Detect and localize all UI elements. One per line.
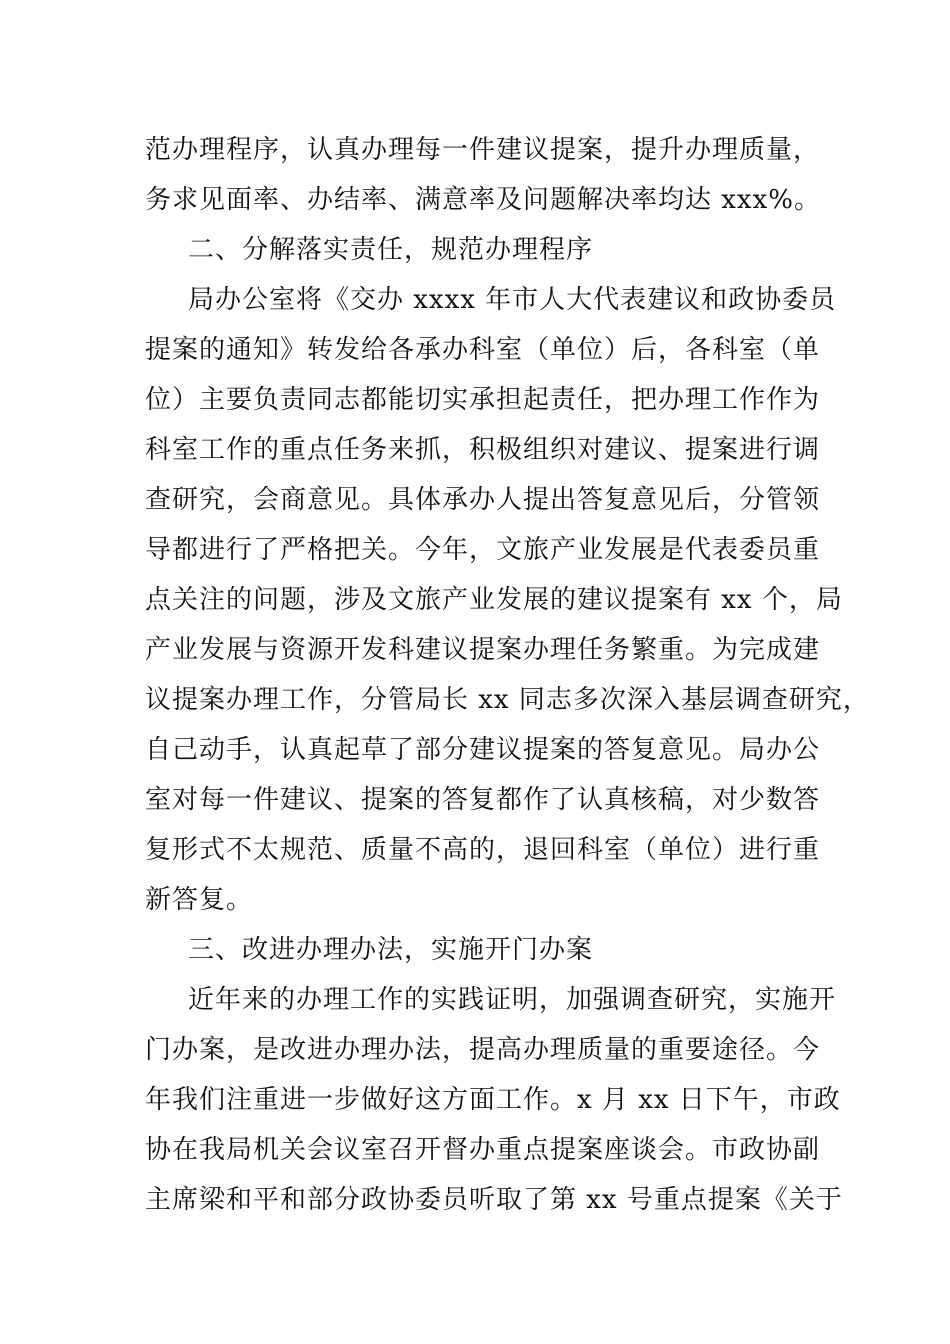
text-line: 协在我局机关会议室召开督办重点提案座谈会。市政协副 xyxy=(145,1135,821,1165)
text-line: 局办公室将《交办 xxxx 年市人大代表建议和政协委员 xyxy=(188,285,837,315)
text-line: 范办理程序，认真办理每一件建议提案，提升办理质量， xyxy=(145,135,821,165)
text-line: 复形式不太规范、质量不高的，退回科室（单位）进行重 xyxy=(145,835,821,865)
text-line: 科室工作的重点任务来抓，积极组织对建议、提案进行调 xyxy=(145,435,821,465)
text-line: 导都进行了严格把关。今年，文旅产业发展是代表委员重 xyxy=(145,535,821,565)
text-line: 年我们注重进一步做好这方面工作。x 月 xx 日下午，市政 xyxy=(145,1085,841,1115)
text-line: 新答复。 xyxy=(145,885,254,915)
text-line: 务求见面率、办结率、满意率及问题解决率均达 xxx%。 xyxy=(145,185,821,215)
text-line: 议提案办理工作，分管局长 xx 同志多次深入基层调查研究， xyxy=(145,685,870,715)
text-line: 近年来的办理工作的实践证明，加强调查研究，实施开 xyxy=(188,985,837,1015)
text-line: 产业发展与资源开发科建议提案办理任务繁重。为完成建 xyxy=(145,635,821,665)
text-line: 门办案，是改进办理办法，提高办理质量的重要途径。今 xyxy=(145,1035,821,1065)
section-heading: 三、改进办理办法，实施开门办案 xyxy=(188,935,594,965)
text-line: 提案的通知》转发给各承办科室（单位）后，各科室（单 xyxy=(145,335,821,365)
text-line: 查研究，会商意见。具体承办人提出答复意见后，分管领 xyxy=(145,485,821,515)
text-line: 位）主要负责同志都能切实承担起责任，把办理工作作为 xyxy=(145,385,821,415)
text-line: 点关注的问题，涉及文旅产业发展的建议提案有 xx 个，局 xyxy=(145,585,843,615)
text-line: 主席梁和平和部分政协委员听取了第 xx 号重点提案《关于 xyxy=(145,1185,843,1215)
text-line: 室对每一件建议、提案的答复都作了认真核稿，对少数答 xyxy=(145,785,821,815)
section-heading: 二、分解落实责任，规范办理程序 xyxy=(188,235,594,265)
text-line: 自己动手，认真起草了部分建议提案的答复意见。局办公 xyxy=(145,735,821,765)
